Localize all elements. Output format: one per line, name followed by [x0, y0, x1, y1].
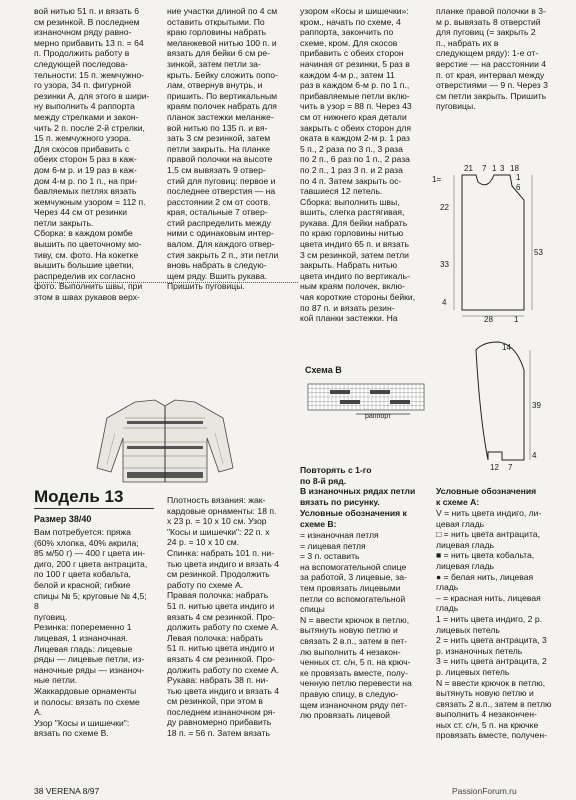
side-dim-4: 53	[534, 248, 543, 257]
sleeve-dim-5: 7	[508, 463, 513, 470]
sleeve-dim-3: 4	[532, 451, 537, 460]
materials-text: Вам потребуется: пряжа (60% хлопка, 40% акрила; 85 м/50 г) — 400 г цвета ин- диго, 200 г цвета антрацита, по 100 г цвета кобальта, белой и красной; гибкие спицы № 5; круговые № 4,5; 8 пуговиц. Резинка: попеременно 1 лицевая, 1 изнаночная. Лицевая гладь: лицевые ряды — лицевые петли, из- наночные ряды — изнаноч- ные петли. Жаккардовые орнаменты и полосы: вязать по схеме А. Узор "Косы и шишечки": вязать по схеме В.	[34, 527, 148, 739]
text-column-3: узором «Косы и шишечки»: кром., начать по схеме, 4 раппорта, закончить по схеме, кром. Для скосов прибавить с обеих сторон начиная от резинки, 5 раз в каждом 4-м р., затем 11 раз в каждом 6-м р. по 1 п., прибавляемые петли вклю- чить в узор = 88 п. Через 43 см от нижнего края детали закрыть с обеих сторон для оката в каждом 2-м р. 1 раз 5 п., 2 раза по 3 п., 3 раза по 2 п., 6 раз по 1 п., 2 раза по 2 п., 1 раз 3 п. и 2 раза по 4 п. Затем закрыть ос- тавшиеся 12 петель. Сборка: выполнить швы, вшить, слегка растягивая, рукава. Для бейки набрать по краю горловины нитью цвета индиго 65 п. и вязать 3 см резинкой, затем петли закрыть. Набрать нитью цвета индиго по вертикаль- ным краям полочек, вклю- чая короткие стороны бейки, по 87 п. и вязать резин- кой планки застежки. На	[300, 6, 416, 324]
legend-b-text: = изнаночная петля = лицевая петля = 3 п. оставить на вспомогательной спице за работой, 3 лицевые, за- тем провязать лицевыми петли со вспомогательной спицы N = ввести крючок в петлю, вытянуть новую петлю и связать 2 в.п., затем в пет- лю выполнить 4 незакон- ченных ст. с/н, 5 п. на крюч- ке провязать вместе, полу- ченную петлю перевести на правую спицу, в следую- щем изнаночном ряду пет- лю провязать лицевой	[300, 530, 412, 721]
text-column-4: планке правой полочки в 3- м р. вывязать 8 отверстий для пуговиц (= закрыть 2 п., набрать их в следующем ряду): 1-е от- верстие — на расстоянии 4 п. от края, интервал между отверстиями — 9 п. Через 3 см петли закрыть. Пришить пуговицы.	[436, 6, 548, 112]
rapport-label: раппорт	[365, 413, 392, 420]
side-dim-6: 4	[442, 298, 447, 307]
title-underline	[34, 508, 154, 509]
model-title: Модель 13	[34, 487, 124, 506]
sleeve-dim-4: 12	[490, 463, 499, 470]
side-dim-2: 6	[516, 183, 521, 192]
top-dim-3: 1	[492, 164, 497, 173]
schema-b-title: Схема В	[305, 365, 342, 375]
legend-a-heading-visible: Условные обозначения к схеме А:	[436, 486, 537, 507]
top-dim-2: 7	[482, 164, 487, 173]
instructions-text: Плотность вязания: жак- кардовые орнаменты: 18 п. x 23 р. = 10 x 10 см. Узор "Косы и шишечки": 22 п. x 24 р. = 10 x 10 см. Спинка: набрать 101 п. ни- тью цвета индиго и вязать 4 см резинкой. Продолжить работу по схеме А. Правая полочка: набрать 51 п. нитью цвета индиго и вязать 4 см резинкой. Про- должить работу по схеме А. Левая полочка: набрать 51 п. нитью цвета индиго и вязать 4 см резинкой. Про- должить работу по схеме А. Рукава: набрать 38 п. ни- тью цвета индиго и вязать 4 см резинкой, при этом в последнем изнаночном ря- ду равномерно прибавить 18 п. = 56 п. Затем вязать	[167, 495, 280, 739]
sleeve-dim-2: 39	[532, 401, 541, 410]
cardigan-photo	[95, 398, 235, 483]
top-dim-5: 18	[510, 164, 519, 173]
repeat-note: Повторять с 1-го по 8-й ряд. В изнаночных рядах петли вязать по рисунку.	[300, 465, 416, 507]
text-column-2: ние участки длиной по 4 см оставить открытыми. По краю горловины набрать меланжевой нитью 100 п. и вязать для бейки 6 см ре- зинкой, затем петли за- крыть. Бейку сложить попо- лам, отвернув внутрь, и пришить. По вертикальным краям полочек набрать для планок застежки меланже- вой нитью по 135 п. и вя- зать 3 см резинкой, затем петли закрыть. На планке правой полочки на высоте 1,5 см вывязать 9 отвер- стий для пуговиц: первое и последнее отверстия — на расстоянии 2 см от соотв. края, остальные 7 отвер- стий распределить между ними с одинаковым интер- валом. Для каждого отвер- стия закрыть 2 п., эти петли вновь набрать в следую- щем ряду. Вшить рукава. Пришить пуговицы.	[167, 6, 279, 292]
size-label: Размер 38/40	[34, 514, 92, 524]
row-marker-1: 1=	[432, 175, 442, 184]
side-dim-1: 1	[516, 173, 521, 182]
bottom-dim-1: 28	[484, 315, 493, 324]
text-column-1: вой нитью 51 п. и вязать 6 см резинкой. В последнем изнаночном ряду равно- мерно прибавить 13 п. = 64 п. Продолжить работу в следующей последова- тельности: 15 п. жемчужно- го узора, 34 п. фигурной резинки А, для этого в шири- ну выполнить 4 раппорта между стрелками и закон- чить 2 п. после 2-й стрелки, 15 п. жемчужного узора. Для скосов прибавить с обеих сторон 5 раз в каж- дом 6-м р. и 19 раз в каж- дом 4-м р. по 1 п., на при- бавляемых петлях вязать жемчужным узором = 112 п. Через 44 см от резинки петли закрыть. Сборка: в каждом ромбе вышить по цветочному мо- тиву, см. фото. На кокетке вышить большие цветки, распределив их согласно фото. Выполнить швы, при этом в швах рукавов верх-	[34, 6, 150, 303]
legend-b-heading: Условные обозначения к схеме В:	[300, 508, 407, 529]
section-divider	[34, 282, 298, 283]
top-dim-1: 21	[464, 164, 473, 173]
sleeve-dim-1: 14	[502, 343, 511, 352]
side-dim-3: 22	[440, 203, 449, 212]
top-dim-4: 3	[500, 164, 505, 173]
legend-a-text: V = нить цвета индиго, ли- цевая гладь □ = нить цвета антрацита, лицевая гладь ■ = нить цвета кобальта, лицевая гладь ● = белая нить, лицевая гладь ‒ = красная нить, лицевая гладь 1 = нить цвета индиго, 2 р. лицевых петель 2 = нить цвета антрацита, 3 р. изнаночных петель 3 = нить цвета антрацита, 2 р. лицевых петель N = ввести крючок в петлю, вытянуть новую петлю и связать 2 в.п., затем в петлю выполнить 4 незакончен- ных ст. с/н, 5 п. на крючке провязать вместе, получен-	[436, 508, 552, 741]
watermark: PassionForum.ru	[452, 786, 517, 796]
bottom-dim-2: 1	[514, 315, 519, 324]
side-dim-5: 33	[440, 260, 449, 269]
page-footer: 38 VERENA 8/97	[34, 786, 100, 796]
pattern-schematic	[428, 160, 558, 470]
